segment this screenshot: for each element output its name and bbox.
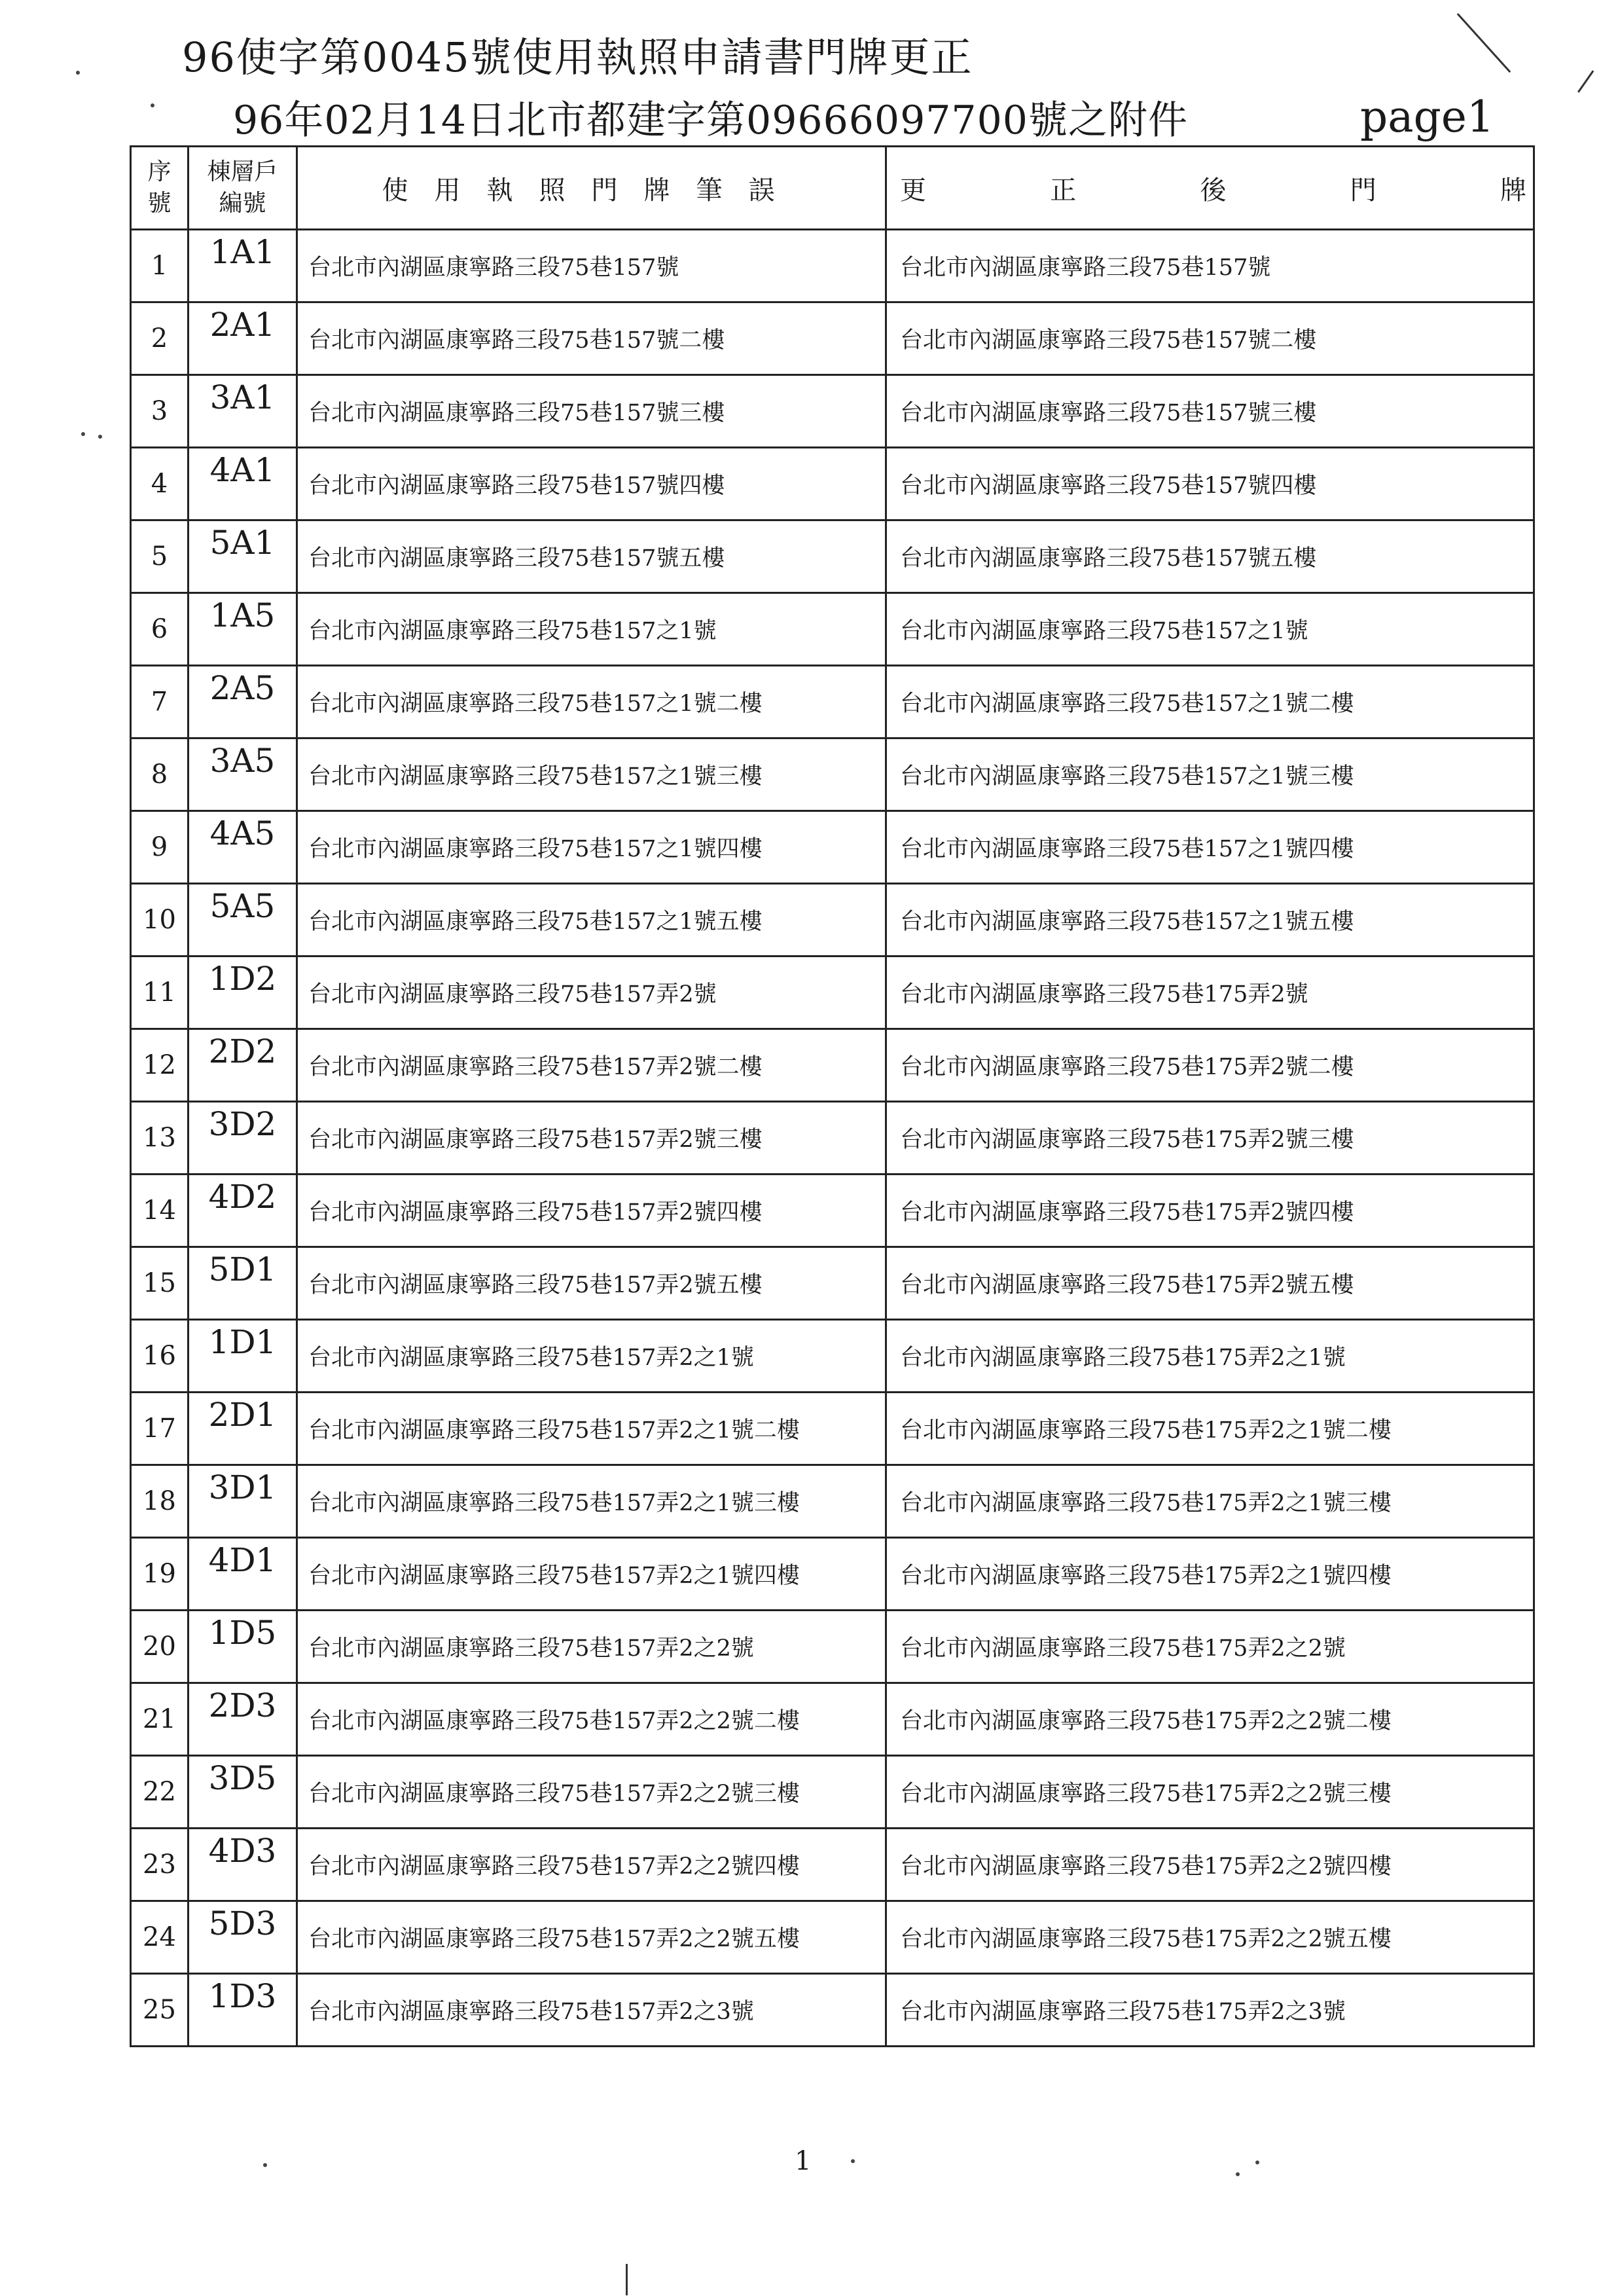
- header-seq-line1: 序: [147, 158, 171, 185]
- row-seq: 17: [131, 1393, 189, 1465]
- row-unit-code: 1D2: [189, 957, 297, 1029]
- table-row: [131, 884, 1534, 957]
- row-wrong-address: 台北市內湖區康寧路三段75巷157弄2號: [297, 957, 886, 1029]
- row-wrong-address: 台北市內湖區康寧路三段75巷157弄2號四樓: [297, 1175, 886, 1247]
- table-row: [131, 1829, 1534, 1901]
- row-wrong-address: 台北市內湖區康寧路三段75巷157之1號二樓: [297, 666, 886, 738]
- row-corrected-address: 台北市內湖區康寧路三段75巷175弄2之1號: [886, 1320, 1534, 1393]
- row-corrected-address: 台北市內湖區康寧路三段75巷157之1號三樓: [886, 738, 1534, 811]
- corner-pen-stroke: [1457, 13, 1511, 73]
- header-unit: [189, 147, 297, 230]
- table-row: [131, 1538, 1534, 1611]
- scan-speck: [1236, 2172, 1240, 2176]
- table-row: [131, 1102, 1534, 1175]
- row-wrong-address: 台北市內湖區康寧路三段75巷157弄2之1號三樓: [297, 1465, 886, 1538]
- row-wrong-address: 台北市內湖區康寧路三段75巷157弄2之2號四樓: [297, 1829, 886, 1901]
- row-wrong-address: 台北市內湖區康寧路三段75巷157弄2號五樓: [297, 1247, 886, 1320]
- row-wrong-address: 台北市內湖區康寧路三段75巷157號: [297, 230, 886, 302]
- table-row: [131, 811, 1534, 884]
- table-row: [131, 302, 1534, 375]
- table-row: [131, 1029, 1534, 1102]
- row-corrected-address: 台北市內湖區康寧路三段75巷157號四樓: [886, 448, 1534, 520]
- row-seq: 1: [131, 230, 189, 302]
- row-seq: 16: [131, 1320, 189, 1393]
- scan-speck: [81, 432, 85, 436]
- table-row: [131, 666, 1534, 738]
- row-wrong-address: 台北市內湖區康寧路三段75巷157弄2號三樓: [297, 1102, 886, 1175]
- row-wrong-address: 台北市內湖區康寧路三段75巷157弄2之1號: [297, 1320, 886, 1393]
- row-wrong-address: 台北市內湖區康寧路三段75巷157號五樓: [297, 520, 886, 593]
- table-row: [131, 1611, 1534, 1683]
- row-wrong-address: 台北市內湖區康寧路三段75巷157弄2之2號二樓: [297, 1683, 886, 1756]
- row-corrected-address: 台北市內湖區康寧路三段75巷175弄2之2號五樓: [886, 1901, 1534, 1974]
- row-corrected-address: 台北市內湖區康寧路三段75巷157號三樓: [886, 375, 1534, 448]
- table-row: [131, 1901, 1534, 1974]
- row-corrected-address: 台北市內湖區康寧路三段75巷157號二樓: [886, 302, 1534, 375]
- row-corrected-address: 台北市內湖區康寧路三段75巷175弄2之2號: [886, 1611, 1534, 1683]
- row-seq: 22: [131, 1756, 189, 1829]
- table-row: [131, 1756, 1534, 1829]
- row-corrected-address: 台北市內湖區康寧路三段75巷175弄2號五樓: [886, 1247, 1534, 1320]
- row-unit-code: 1D3: [189, 1974, 297, 2047]
- tick-mark: [1577, 70, 1594, 92]
- row-wrong-address: 台北市內湖區康寧路三段75巷157弄2之1號四樓: [297, 1538, 886, 1611]
- row-seq: 15: [131, 1247, 189, 1320]
- row-seq: 23: [131, 1829, 189, 1901]
- row-wrong-address: 台北市內湖區康寧路三段75巷157之1號: [297, 593, 886, 666]
- header-unit-line2: 編號: [219, 190, 266, 217]
- row-unit-code: 3D2: [189, 1102, 297, 1175]
- table-row: [131, 1393, 1534, 1465]
- row-seq: 10: [131, 884, 189, 957]
- row-corrected-address: 台北市內湖區康寧路三段75巷175弄2之3號: [886, 1974, 1534, 2047]
- scan-speck: [851, 2159, 855, 2163]
- table-row: [131, 1974, 1534, 2047]
- row-corrected-address: 台北市內湖區康寧路三段75巷175弄2之1號三樓: [886, 1465, 1534, 1538]
- row-corrected-address: 台北市內湖區康寧路三段75巷157號: [886, 230, 1534, 302]
- row-corrected-address: 台北市內湖區康寧路三段75巷175弄2之1號四樓: [886, 1538, 1534, 1611]
- row-seq: 11: [131, 957, 189, 1029]
- row-seq: 9: [131, 811, 189, 884]
- row-wrong-address: 台北市內湖區康寧路三段75巷157之1號四樓: [297, 811, 886, 884]
- row-wrong-address: 台北市內湖區康寧路三段75巷157弄2之1號二樓: [297, 1393, 886, 1465]
- row-wrong-address: 台北市內湖區康寧路三段75巷157弄2號二樓: [297, 1029, 886, 1102]
- row-corrected-address: 台北市內湖區康寧路三段75巷175弄2號: [886, 957, 1534, 1029]
- row-corrected-address: 台北市內湖區康寧路三段75巷175弄2之2號三樓: [886, 1756, 1534, 1829]
- scan-speck: [1255, 2160, 1259, 2164]
- page-label: page1: [1360, 92, 1494, 142]
- row-seq: 6: [131, 593, 189, 666]
- table-body: [131, 230, 1534, 2047]
- header-unit-line1: 棟層戶: [207, 158, 278, 185]
- row-seq: 5: [131, 520, 189, 593]
- row-seq: 21: [131, 1683, 189, 1756]
- row-unit-code: 2D3: [189, 1683, 297, 1756]
- row-seq: 4: [131, 448, 189, 520]
- row-unit-code: 1A1: [189, 230, 297, 302]
- row-unit-code: 3A1: [189, 375, 297, 448]
- header-wrong-address: 使用執照門牌筆誤: [297, 147, 886, 230]
- table-row: [131, 1683, 1534, 1756]
- row-unit-code: 2A1: [189, 302, 297, 375]
- header-corrected-char: 正: [1050, 175, 1077, 206]
- row-unit-code: 2D2: [189, 1029, 297, 1102]
- scan-speck: [98, 435, 102, 439]
- header-corrected-char: 門: [1350, 175, 1376, 206]
- row-seq: 19: [131, 1538, 189, 1611]
- table-header-row: [131, 147, 1534, 230]
- row-corrected-address: 台北市內湖區康寧路三段75巷157之1號四樓: [886, 811, 1534, 884]
- row-unit-code: 5D3: [189, 1901, 297, 1974]
- address-correction-table: [130, 145, 1535, 2047]
- row-wrong-address: 台北市內湖區康寧路三段75巷157號四樓: [297, 448, 886, 520]
- row-seq: 14: [131, 1175, 189, 1247]
- table-row: [131, 230, 1534, 302]
- row-corrected-address: 台北市內湖區康寧路三段75巷175弄2之1號二樓: [886, 1393, 1534, 1465]
- table-row: [131, 1320, 1534, 1393]
- table-row: [131, 1465, 1534, 1538]
- row-unit-code: 3D1: [189, 1465, 297, 1538]
- row-unit-code: 5A5: [189, 884, 297, 957]
- row-seq: 13: [131, 1102, 189, 1175]
- table-row: [131, 520, 1534, 593]
- row-corrected-address: 台北市內湖區康寧路三段75巷157號五樓: [886, 520, 1534, 593]
- row-corrected-address: 台北市內湖區康寧路三段75巷157之1號五樓: [886, 884, 1534, 957]
- table-row: [131, 957, 1534, 1029]
- row-corrected-address: 台北市內湖區康寧路三段75巷175弄2之2號二樓: [886, 1683, 1534, 1756]
- scan-mark: [626, 2264, 628, 2295]
- row-wrong-address: 台北市內湖區康寧路三段75巷157號二樓: [297, 302, 886, 375]
- table-row: [131, 1175, 1534, 1247]
- row-unit-code: 5A1: [189, 520, 297, 593]
- row-unit-code: 4D2: [189, 1175, 297, 1247]
- row-wrong-address: 台北市內湖區康寧路三段75巷157弄2之2號: [297, 1611, 886, 1683]
- row-corrected-address: 台北市內湖區康寧路三段75巷157之1號二樓: [886, 666, 1534, 738]
- row-unit-code: 2D1: [189, 1393, 297, 1465]
- row-wrong-address: 台北市內湖區康寧路三段75巷157之1號五樓: [297, 884, 886, 957]
- scan-speck: [263, 2163, 267, 2167]
- row-seq: 7: [131, 666, 189, 738]
- header-seq-line2: 號: [147, 190, 171, 217]
- row-wrong-address: 台北市內湖區康寧路三段75巷157號三樓: [297, 375, 886, 448]
- page-number: 1: [795, 2146, 812, 2176]
- row-corrected-address: 台北市內湖區康寧路三段75巷175弄2號二樓: [886, 1029, 1534, 1102]
- table-row: [131, 448, 1534, 520]
- row-unit-code: 4A5: [189, 811, 297, 884]
- row-corrected-address: 台北市內湖區康寧路三段75巷157之1號: [886, 593, 1534, 666]
- row-unit-code: 1A5: [189, 593, 297, 666]
- row-seq: 20: [131, 1611, 189, 1683]
- table-row: [131, 1247, 1534, 1320]
- header-seq: [131, 147, 189, 230]
- row-seq: 12: [131, 1029, 189, 1102]
- header-corrected-char: 牌: [1500, 175, 1526, 206]
- row-wrong-address: 台北市內湖區康寧路三段75巷157弄2之2號三樓: [297, 1756, 886, 1829]
- row-unit-code: 4D3: [189, 1829, 297, 1901]
- row-seq: 2: [131, 302, 189, 375]
- row-unit-code: 4A1: [189, 448, 297, 520]
- row-unit-code: 1D5: [189, 1611, 297, 1683]
- row-seq: 8: [131, 738, 189, 811]
- row-seq: 24: [131, 1901, 189, 1974]
- header-corrected-char: 更: [900, 175, 926, 206]
- row-seq: 3: [131, 375, 189, 448]
- row-wrong-address: 台北市內湖區康寧路三段75巷157之1號三樓: [297, 738, 886, 811]
- document-subtitle: 96年02月14日北市都建字第09666097700號之附件: [233, 98, 1188, 143]
- scan-speck: [76, 71, 80, 75]
- table-row: [131, 593, 1534, 666]
- row-seq: 25: [131, 1974, 189, 2047]
- document-title: 96使字第0045號使用執照申請書門牌更正: [182, 33, 973, 81]
- header-corrected-address: [886, 147, 1534, 230]
- scan-speck: [151, 103, 154, 107]
- table-row: [131, 738, 1534, 811]
- row-wrong-address: 台北市內湖區康寧路三段75巷157弄2之3號: [297, 1974, 886, 2047]
- row-seq: 18: [131, 1465, 189, 1538]
- row-unit-code: 3D5: [189, 1756, 297, 1829]
- row-wrong-address: 台北市內湖區康寧路三段75巷157弄2之2號五樓: [297, 1901, 886, 1974]
- row-corrected-address: 台北市內湖區康寧路三段75巷175弄2號四樓: [886, 1175, 1534, 1247]
- header-corrected-char: 後: [1200, 175, 1227, 206]
- row-unit-code: 1D1: [189, 1320, 297, 1393]
- row-unit-code: 3A5: [189, 738, 297, 811]
- table-row: [131, 375, 1534, 448]
- row-corrected-address: 台北市內湖區康寧路三段75巷175弄2號三樓: [886, 1102, 1534, 1175]
- row-unit-code: 4D1: [189, 1538, 297, 1611]
- row-corrected-address: 台北市內湖區康寧路三段75巷175弄2之2號四樓: [886, 1829, 1534, 1901]
- row-unit-code: 5D1: [189, 1247, 297, 1320]
- row-unit-code: 2A5: [189, 666, 297, 738]
